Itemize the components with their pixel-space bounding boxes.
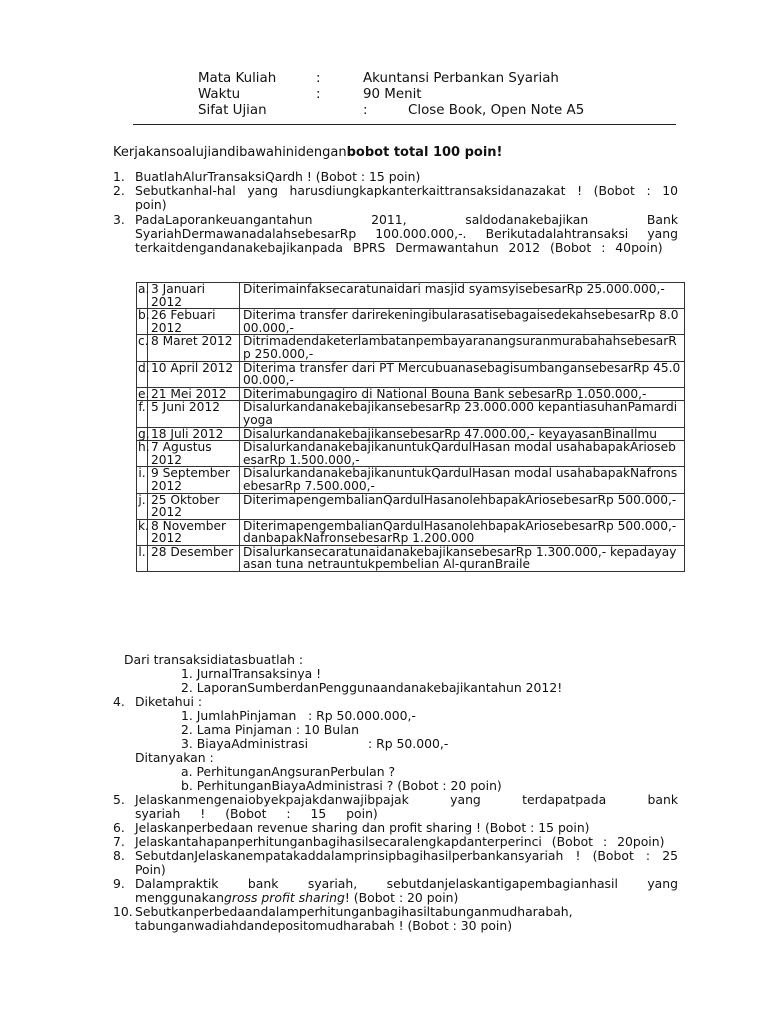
transaction-row bbox=[137, 467, 685, 493]
question-1 bbox=[113, 170, 678, 184]
transaction-date: 21 Mei 2012 bbox=[148, 387, 240, 401]
transaction-row bbox=[137, 335, 685, 361]
q3-lead: Dari transaksidiatasbuatlah : bbox=[124, 652, 304, 667]
q3-sub-item bbox=[113, 667, 678, 681]
transaction-description: Diterimainfaksecaratunaidari masjid syamsyisebesarRp 25.000.000,- bbox=[240, 283, 685, 309]
transaction-row bbox=[137, 545, 685, 571]
transaction-row bbox=[137, 401, 685, 427]
question-3-follow bbox=[113, 653, 678, 933]
transaction-date: 8 Maret 2012 bbox=[148, 335, 240, 361]
question-text: Jelaskanperbedaan revenue sharing dan profit sharing ! (Bobot : 15 poin) bbox=[135, 820, 590, 835]
transaction-key: h. bbox=[137, 441, 148, 467]
header-colon: : bbox=[316, 87, 321, 102]
transaction-description: Diterimabungagiro di National Bouna Bank sebesarRp 1.050.000,- bbox=[240, 387, 685, 401]
transaction-description: DisalurkandanakebajikansebesarRp 23.000.000 kepantiasuhanPamardiyoga bbox=[240, 401, 685, 427]
transaction-key: b. bbox=[137, 309, 148, 335]
q3-sub-item bbox=[113, 681, 678, 695]
instructions-text: Kerjakansoalujiandibawahinidengan bbox=[113, 145, 347, 160]
question-2 bbox=[113, 184, 678, 212]
sub-text: PerhitunganBiayaAdministrasi ? (Bobot : 20 poin) bbox=[196, 778, 502, 793]
transaction-date: 8 November 2012 bbox=[148, 519, 240, 545]
question-6 bbox=[113, 821, 678, 835]
question-text: SebutdanJelaskanempatakaddalamprinsipbagihasilperbankansyariah ! (Bobot : 25 Poin) bbox=[135, 848, 678, 877]
transaction-key: l. bbox=[137, 545, 148, 571]
transaction-key: d. bbox=[137, 361, 148, 387]
question-7 bbox=[113, 835, 678, 849]
question-number: 1. bbox=[113, 169, 125, 184]
question-number: 6. bbox=[113, 820, 125, 835]
transaction-row bbox=[137, 361, 685, 387]
sub-value: : 10 Bulan bbox=[295, 722, 359, 737]
transaction-description: DisalurkandanakebajikansebesarRp 47.000.00,- keyayasanBinaIlmu bbox=[240, 427, 685, 441]
q4-known-item bbox=[113, 737, 678, 751]
header-value: 90 Menit bbox=[363, 87, 422, 102]
transaction-key: a. bbox=[137, 283, 148, 309]
transaction-description: DiterimapengembalianQardulHasanolehbapakAriosebesarRp 500.000,- bbox=[240, 493, 685, 519]
sub-text: LaporanSumberdanPenggunaandanakebajikantahun 2012! bbox=[196, 680, 563, 695]
sub-number: 2. bbox=[181, 722, 193, 737]
header-label: Mata Kuliah bbox=[198, 71, 277, 86]
sub-text: JurnalTransaksinya ! bbox=[196, 666, 322, 681]
instructions-bold: bobot total 100 poin! bbox=[346, 145, 503, 160]
question-number: 8. bbox=[113, 848, 125, 863]
transaction-date: 3 Januari 2012 bbox=[148, 283, 240, 309]
question-text: Sebutkanperbedaandalamperhitunganbagihasiltabunganmudharabah, tabunganwadiahdandepositomudharabah ! (Bobot : 30 poin) bbox=[135, 904, 573, 933]
sub-text: Lama Pinjaman bbox=[196, 722, 292, 737]
transaction-key: k. bbox=[137, 519, 148, 545]
question-number: 10. bbox=[113, 904, 133, 919]
header-label: Sifat Ujian bbox=[198, 103, 267, 118]
transaction-date: 26 Febuari 2012 bbox=[148, 309, 240, 335]
transaction-row bbox=[137, 441, 685, 467]
sub-number: 2. bbox=[181, 680, 193, 695]
q4-asked-item bbox=[113, 765, 678, 779]
header-colon: : bbox=[316, 71, 321, 86]
transaction-date: 28 Desember bbox=[148, 545, 240, 571]
sub-text: JumlahPinjaman bbox=[196, 708, 297, 723]
question-text: PadaLaporankeuangantahun 2011, saldodanakebajikan Bank SyariahDermawanadalahsebesarRp 100.000.000,-. Berikutadalahtransaksi yang terkaitdengandanakebajikanpada BPRS Dermawantahun 2012 (Bobot : 40poin) bbox=[135, 212, 678, 255]
question-number: 2. bbox=[113, 183, 125, 198]
question-3 bbox=[113, 213, 678, 255]
transaction-description: DisalurkansecaratunaidanakebajikansebesarRp 1.300.000,- kepadayayasan tuna netrauntukpembelian Al-quranBraile bbox=[240, 545, 685, 571]
transaction-description: DiterimapengembalianQardulHasanolehbapakAriosebesarRp 500.000,- danbapakNafronsebesarRp 1.200.000 bbox=[240, 519, 685, 545]
question-text bbox=[135, 877, 678, 905]
header-colon: : bbox=[363, 103, 368, 118]
transaction-key: i. bbox=[137, 467, 148, 493]
q9-text-italic: gross profit sharing bbox=[223, 890, 345, 905]
transaction-key: j. bbox=[137, 493, 148, 519]
question-5 bbox=[113, 793, 678, 821]
sub-number: b. bbox=[181, 778, 193, 793]
transaction-date: 10 April 2012 bbox=[148, 361, 240, 387]
sub-number: 1. bbox=[181, 708, 193, 723]
q4-known-label: Diketahui : bbox=[135, 694, 203, 709]
transaction-date: 25 Oktober 2012 bbox=[148, 493, 240, 519]
transaction-description: Diterima transfer dari PT MercubuanasebagisumbangansebesarRp 45.000.000,- bbox=[240, 361, 685, 387]
transaction-key: f. bbox=[137, 401, 148, 427]
transaction-description: DitrimadendaketerlambatanpembayaranangsuranmurabahahsebesarRp 250.000,- bbox=[240, 335, 685, 361]
transaction-date: 9 September 2012 bbox=[148, 467, 240, 493]
instructions bbox=[113, 146, 502, 160]
sub-value: : Rp 50.000.000,- bbox=[308, 708, 416, 723]
header-value: Close Book, Open Note A5 bbox=[408, 103, 585, 118]
transaction-date: 18 Juli 2012 bbox=[148, 427, 240, 441]
q4-asked-item bbox=[113, 779, 678, 793]
transaction-key: g. bbox=[138, 426, 150, 441]
transaction-row bbox=[137, 493, 685, 519]
transaction-row bbox=[137, 519, 685, 545]
header-divider bbox=[133, 124, 676, 125]
transaction-row bbox=[137, 387, 685, 401]
transaction-key: c. bbox=[137, 335, 148, 361]
transaction-date: 5 Juni 2012 bbox=[148, 401, 240, 427]
question-text: Jelaskanmengenaiobyekpajakdanwajibpajak yang terdapatpada bank syariah ! (Bobot : 15 poin) bbox=[135, 792, 678, 821]
transaction-row bbox=[137, 309, 685, 335]
transaction-row bbox=[137, 283, 685, 309]
transactions-table bbox=[136, 282, 685, 572]
question-10 bbox=[113, 905, 678, 933]
q4-known-item bbox=[113, 723, 678, 737]
question-text: Jelaskantahapanperhitunganbagihasilsecaralengkapdanterperinci (Bobot : 20poin) bbox=[135, 834, 665, 849]
transaction-key: e. bbox=[138, 386, 150, 401]
sub-text: PerhitunganAngsuranPerbulan ? bbox=[196, 764, 396, 779]
question-text: BuatlahAlurTransaksiQardh ! (Bobot : 15 poin) bbox=[135, 169, 421, 184]
header-label: Waktu bbox=[198, 87, 241, 102]
q9-text-a: Dalampraktik bank syariah, sebutdanjelaskantigapembagianhasil yang menggunakan bbox=[135, 876, 678, 905]
header-value: Akuntansi Perbankan Syariah bbox=[363, 71, 559, 86]
sub-number: 3. bbox=[181, 736, 193, 751]
question-8 bbox=[113, 849, 678, 877]
sub-number: 1. bbox=[181, 666, 193, 681]
question-4 bbox=[113, 695, 678, 709]
q4-known-item bbox=[113, 709, 678, 723]
transaction-description: Diterima transfer darirekeningibularasatisebagaisedekahsebesarRp 8.000.000,- bbox=[240, 309, 685, 335]
question-number: 5. bbox=[113, 792, 125, 807]
question-9 bbox=[113, 877, 678, 905]
sub-value: : Rp 50.000,- bbox=[368, 736, 449, 751]
question-number: 9. bbox=[113, 876, 125, 891]
question-list-top bbox=[113, 170, 678, 255]
question-number: 3. bbox=[113, 212, 125, 227]
transaction-description: DisalurkandanakebajikanuntukQardulHasan modal usahabapakNafronsebesarRp 7.500.000,- bbox=[240, 467, 685, 493]
sub-text: BiayaAdministrasi bbox=[196, 736, 309, 751]
q4-asked-label: Ditanyakan : bbox=[135, 750, 214, 765]
question-text: Sebutkanhal-hal yang harusdiungkapkanterkaittransaksidanazakat ! (Bobot : 10 poin) bbox=[135, 183, 678, 212]
transaction-date: 7 Agustus 2012 bbox=[148, 441, 240, 467]
transaction-description: DisalurkandanakebajikanuntukQardulHasan modal usahabapakAriosebesarRp 1.500.000,- bbox=[240, 441, 685, 467]
question-number: 7. bbox=[113, 834, 125, 849]
question-number: 4. bbox=[113, 694, 125, 709]
sub-number: a. bbox=[181, 764, 193, 779]
transaction-row bbox=[137, 427, 685, 441]
q9-text-b: ! (Bobot : 20 poin) bbox=[344, 890, 459, 905]
